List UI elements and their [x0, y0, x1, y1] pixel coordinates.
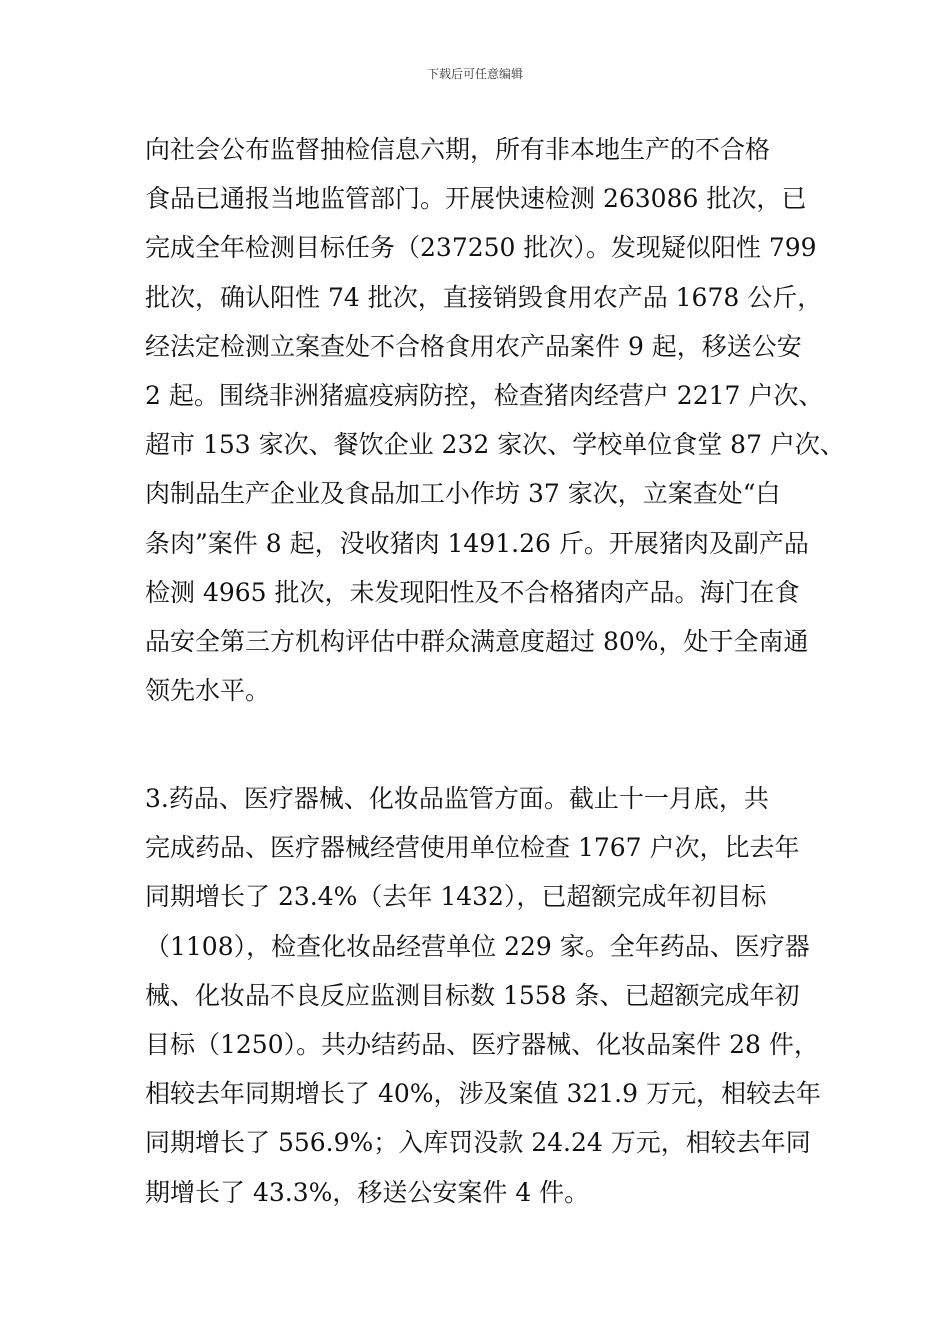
text-line: 2 起。围绕非洲猪瘟疫病防控，检查猪肉经营户 2217 户次、	[145, 380, 824, 410]
text-line: 检测 4965 批次，未发现阳性及不合格猪肉产品。海门在食	[145, 577, 800, 607]
text-line: 目标（1250）。共办结药品、医疗器械、化妆品案件 28 件，	[145, 1029, 819, 1059]
paragraph-drug-device-cosmetics	[145, 774, 835, 1217]
text-line: 经法定检测立案查处不合格食用农产品案件 9 起，移送公安	[145, 331, 802, 361]
text-line: 期增长了 43.3%，移送公安案件 4 件。	[145, 1177, 590, 1207]
text-line: 同期增长了 556.9%；入库罚没款 24.24 万元，相较去年同	[145, 1128, 811, 1158]
text-line: 向社会公布监督抽检信息六期，所有非本地生产的不合格	[145, 135, 771, 164]
text-line: 完成全年检测目标任务（237250 批次）。发现疑似阳性 799	[145, 233, 817, 263]
paragraph-food-safety	[145, 125, 845, 715]
text-line: 相较去年同期增长了 40%，涉及案值 321.9 万元，相较去年	[145, 1079, 821, 1109]
text-line: 肉制品生产企业及食品加工小作坊 37 家次，立案查处“白	[145, 479, 781, 509]
text-line: 超市 153 家次、餐饮企业 232 家次、学校单位食堂 87 户次、	[145, 430, 845, 460]
text-line: （1108），检查化妆品经营单位 229 家。全年药品、医疗器	[145, 931, 810, 961]
text-line: 同期增长了 23.4%（去年 1432），已超额完成年初目标	[145, 882, 767, 912]
page-header-note: 下载后可任意编辑	[426, 67, 523, 81]
text-line: 完成药品、医疗器械经营使用单位检查 1767 户次，比去年	[145, 833, 800, 863]
text-line: 械、化妆品不良反应监测目标数 1558 条、已超额完成年初	[145, 980, 800, 1010]
text-line: 品安全第三方机构评估中群众满意度超过 80%，处于全南通	[145, 626, 809, 656]
text-line: 3.药品、医疗器械、化妆品监管方面。截止十一月底，共	[145, 784, 769, 813]
text-line: 领先水平。	[145, 676, 271, 706]
text-line: 条肉”案件 8 起，没收猪肉 1491.26 斤。开展猪肉及副产品	[145, 528, 809, 558]
text-line: 食品已通报当地监管部门。开展快速检测 263086 批次，已	[145, 184, 807, 214]
text-line: 批次，确认阳性 74 批次，直接销毁食用农产品 1678 公斤，	[145, 282, 823, 312]
